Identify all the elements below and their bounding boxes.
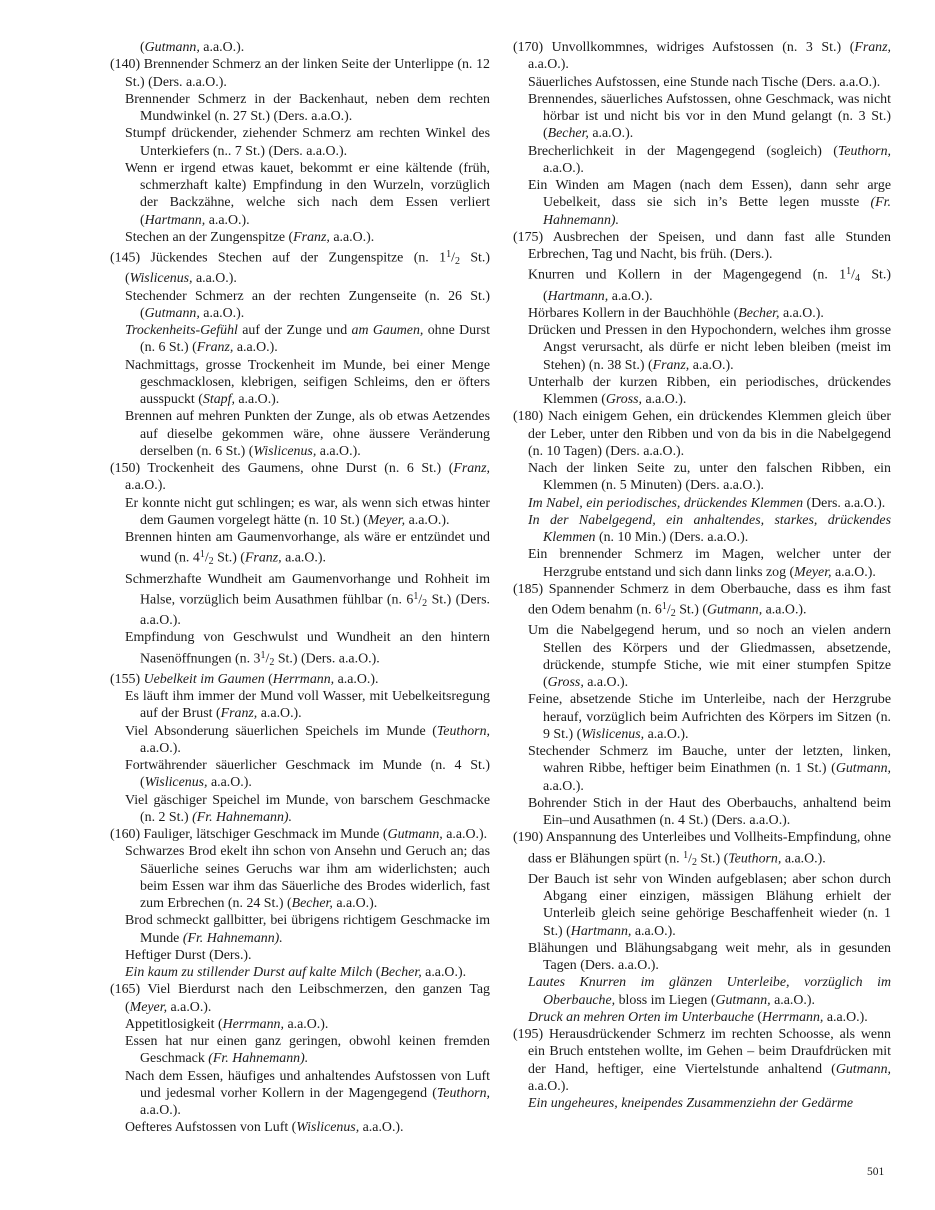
text-run: / [265,651,270,666]
text-run: a.a.O.). [781,851,826,866]
symptom-entry [110,495,490,530]
text-run: Becher, [380,965,422,980]
text-run: Franz, [196,340,234,356]
right-column [513,39,891,1112]
text-run: (145) Jückendes Stechen auf der Zungenspitze (n. 1 [110,250,447,266]
text-run: ohne Durst (n. 6 St.) ( [140,323,490,356]
text-run: Blähungen und Blähungsabgang weit mehr, als in gesunden Tagen (Ders. a.a.O.). [528,940,891,973]
text-run: a.a.O.). [316,443,361,459]
text-run: a.a.O.). [359,1120,404,1136]
text-run: Der Bauch ist sehr von Winden aufgeblasen; aber schon durch Abgang einer einzigen, mässigen Blähung erhielt der Unterleib gleich seine gehörige Beschaffenheit wieder (n. 1 St.) ( [528,871,891,939]
symptom-entry [513,305,891,322]
text-run: a.a.O.). [199,305,245,321]
symptom-entry [513,263,891,305]
text-run: 1 [413,590,419,602]
text-run: a.a.O.). [779,305,824,321]
text-run: Stechender Schmerz im Bauche, unter der letzten, linken, wahren Ribbe, heftiger beim Einathmen (n. 1 St.) ( [528,744,891,777]
symptom-entry [110,1033,490,1068]
text-run: Nachmittags, grosse Trockenheit im Munde, bei einer Menge geschmacklosen, klebrigen, seifigen Schleims, den er öfters ausspuckt ( [125,357,490,407]
text-run: (175) Ausbrechen der Speisen, und dann fast alle Stunden Erbrechen, Tag und Nacht, bis früh. (Ders.). [513,229,891,262]
symptom-entry [110,723,490,758]
text-run: St.) (Ders. a.a.O.). [140,592,490,628]
text-run: Franz, [244,550,282,566]
text-run: (185) Spannender Schmerz in dem Oberbauche, dass es ihm fast den Odem benahm (n. 6 [513,581,891,618]
text-run: am Gaumen, [351,323,424,338]
text-run: Stapf, [202,392,235,407]
text-run: Teuthorn, [436,1085,490,1101]
text-run: Franz, [220,706,258,722]
symptom-entry [513,322,891,374]
text-run: St.) ( [543,267,892,304]
text-run: / [851,267,855,283]
text-run: Säuerliches Aufstossen, eine Stunde nach Tische (Ders. a.a.O.). [528,74,881,90]
text-run: Becher, [291,896,333,911]
text-run: St.) ( [696,851,729,866]
text-run: Wislicenus, [129,271,193,287]
symptom-entry [513,974,891,1009]
text-run: / [418,592,423,608]
symptom-entry [513,691,891,743]
text-run: Franz, [293,229,330,245]
numbered-entry [513,581,891,623]
text-run: 2 [208,556,214,568]
text-run: a.a.O.). [405,512,450,528]
symptom-entry [110,1016,490,1033]
symptom-entry [513,546,891,581]
text-run: (Fr. Hahnemann). [192,809,293,825]
text-run: Ein kaum zu stillender Durst auf kalte Milch [125,965,373,980]
text-run: Essen hat nur einen ganz geringen, obwohl keinen fremden Geschmack [125,1034,490,1067]
text-run: a.a.O.). [770,992,815,1008]
text-run: a.a.O.). [588,126,634,142]
text-run: (165) Viel Bierdurst nach den Leibschmerzen, den ganzen Tag ( [110,982,490,1015]
text-run: Uebelkeit im Gaumen [143,671,265,687]
symptom-entry [110,571,490,630]
text-run: (160) Fauliger, lätschiger Geschmack im Munde ( [110,827,388,842]
text-run: (155) [110,671,144,687]
numbered-entry [513,1026,891,1095]
numbered-entry [110,246,490,288]
text-run: a.a.O.). [140,740,181,756]
text-run: a.a.O.). [199,40,245,55]
text-run: St.) ( [213,550,245,566]
text-run: St.) (Ders. a.a.O.). [274,651,380,666]
numbered-entry [513,408,891,460]
text-run: Im Nabel, ein periodisches, drückendes Klemmen [528,495,804,511]
text-run: a.a.O.). [528,57,569,73]
text-run: a.a.O.). [421,965,467,980]
numbered-entry [110,671,490,688]
text-run: (Fr. Hahnemann). [208,1051,309,1067]
symptom-entry [513,622,891,691]
text-run: Viel Absonderung säuerlichen Speichels im Munde ( [125,723,437,739]
text-run: Herrmann, [272,671,335,687]
symptom-entry [110,39,490,56]
text-run: ( [372,965,381,980]
text-run: Hartmann, [144,212,206,228]
text-run: ( [140,40,145,55]
text-run: 2 [422,597,428,609]
text-run: Nach dem Essen, häufiges und anhaltendes Aufstossen von Luft und jedesmal vorher Kollern in der Magengegend ( [125,1068,490,1101]
text-run: Becher, [738,305,780,321]
text-run: Franz, [854,40,891,55]
text-run: Wislicenus, [144,775,208,791]
text-run: Trockenheits-Gefühl [125,323,238,338]
text-run: Wislicenus, [581,726,645,742]
numbered-entry [110,460,490,495]
text-run: Wislicenus, [296,1120,360,1136]
text-run: Herrmann, [762,1009,824,1025]
text-run: Wenn er irgend etwas kauet, bekommt er eine kältende (früh, schmerzhaft kalte) Empfindung in den Wurzeln, vorzüglich der Backzähne, welche sich nach dem Essen verliert ( [125,160,490,228]
symptom-entry [110,843,490,912]
text-run: Fortwährender säuerlicher Geschmack im Munde (n. 4 St.) ( [125,758,490,791]
text-run: Nach der linken Seite zu, unter den falschen Ribben, ein Klemmen (n. 5 Minuten) (Ders. a.a.O.). [528,461,891,494]
text-run: (140) Brennender Schmerz an der linken Seite der Unterlippe (n. 12 St.) (Ders. a.a.O.). [110,57,490,90]
symptom-entry [513,74,891,91]
symptom-entry [110,357,490,409]
numbered-entry [110,981,490,1016]
symptom-entry [513,460,891,495]
text-run: Schmerzhafte Wundheit am Gaumenvorhange und Rohheit im Halse, vorzüglich beim Ausathmen fühlbar (n. 6 [125,571,490,608]
text-run: / [666,602,671,618]
text-run: (180) Nach einigem Gehen, ein drückendes Klemmen gleich über der Leber, unter den Ribben und von da bis in die Nabelgegend (n. 10 Tagen) (Ders. a.a.O.). [513,409,891,459]
symptom-entry [513,940,891,975]
text-run: Gutmann, [835,761,891,777]
text-run: Hartmann, [547,288,609,304]
symptom-entry [513,177,891,229]
text-run: a.a.O.). [334,671,379,687]
text-run: Brod schmeckt gallbitter, bei übrigens richtigem Geschmacke im Munde [125,913,490,946]
text-run: Brennen auf mehren Punkten der Zunge, als ob etwas Aetzendes auf dieselbe gekommen wäre, ohne äussere Veränderung derselben (n. 6 St.) ( [125,409,490,459]
text-run: Gross, [605,392,643,407]
symptom-entry [110,757,490,792]
symptom-entry [513,743,891,795]
text-run: a.a.O.). [281,550,326,566]
text-run: Drücken und Pressen in den Hypochondern, welches ihm grosse Angst verursacht, als dürfe er nicht leben bleiben (meist im Stehen) (n. 38 St.) ( [528,323,891,373]
symptom-entry [110,408,490,460]
text-run: (Fr. Hahnemann). [182,930,283,946]
text-run: Stumpf drückender, ziehender Schmerz am rechten Winkel des Unterkiefers (n.. 7 St.) (Ders. a.a.O.). [125,126,490,159]
symptom-entry [110,322,490,357]
text-run: Meyer, [794,564,832,580]
text-run: a.a.O.). [543,778,584,794]
text-run: Es läuft ihm immer der Mund voll Wasser, mit Uebelkeitsregung auf der Brust ( [125,689,490,722]
text-run: Ein Winden am Magen (nach dem Essen), dann sehr arge Uebelkeit, dass sie sich in’s Bette legen musste [528,178,891,211]
text-run: a.a.O.). [831,564,876,580]
text-run: Franz, [652,357,690,373]
text-run: Unterhalb der kurzen Ribben, ein periodisches, drückendes Klemmen ( [528,374,891,407]
text-run: a.a.O.). [205,212,250,228]
text-run: a.a.O.). [543,160,584,176]
text-run: a.a.O.). [283,1016,329,1032]
text-run: Teuthorn, [436,723,490,739]
text-run: a.a.O.). [192,271,237,287]
text-run: a.a.O.). [329,229,375,245]
text-run: (Ders. a.a.O.). [803,495,886,511]
symptom-entry [110,1119,490,1136]
text-run: 1 [199,549,205,561]
text-run: (195) Herausdrückender Schmerz im rechten Schoosse, als wenn ein Bruch entstehen wollte, im Gehen – beim Draufdrücken mit der Hand, heftiger, eine Viertelstunde anhaltend ( [513,1027,891,1077]
text-run: Appetitlosigkeit ( [125,1016,223,1032]
text-run: Ein brennender Schmerz im Magen, welcher unter der Herzgrube entstand und sich dann links zog ( [528,547,891,580]
text-run: (150) Trockenheit des Gaumens, ohne Durst (n. 6 St.) ( [110,461,454,476]
text-run: a.a.O.). [332,896,378,911]
text-run: a.a.O.). [167,999,212,1015]
text-run: a.a.O.). [583,675,629,690]
symptom-entry [513,512,891,547]
text-run: a.a.O.). [257,706,302,722]
text-run: In der Nabelgegend, ein anhaltendes, starkes, drückendes Klemmen [528,512,891,545]
text-run: / [204,550,209,566]
page-number: 501 [867,1166,885,1178]
text-run: (190) Anspannung des Unterleibes und Vollheits-Empfindung, ohne dass er Blähungen spürt (n. [513,830,891,866]
text-run: 1 [446,249,452,260]
symptom-entry [513,1095,891,1112]
text-run: a.a.O.). [442,827,488,842]
text-run: Um die Nabelgegend herum, und so noch an vielen andern Stellen des Körpers und der Gliedmassen, absetzende, drückende, stumpfe Stiche, wie mit einer stumpfen Spitze ( [528,623,891,690]
text-run: bloss im Liegen ( [615,992,716,1008]
text-run: 2 [670,608,676,619]
text-run: Oefteres Aufstossen von Luft ( [125,1120,297,1136]
symptom-entry [513,871,891,940]
text-run: a.a.O.). [762,602,807,618]
text-run: 2 [454,256,460,267]
text-run: Teuthorn, [837,143,891,159]
symptom-entry [513,143,891,178]
text-run: Stechen an der Zungenspitze ( [125,229,294,245]
symptom-entry [110,160,490,229]
symptom-entry [513,374,891,409]
text-run: a.a.O.). [689,357,734,373]
left-column [110,39,490,1137]
text-run: Meyer, [129,999,168,1015]
text-run: Stechender Schmerz an der rechten Zungenseite (n. 26 St.) ( [125,288,490,321]
numbered-entry [513,229,891,264]
text-run: Druck an mehren Orten im Unterbauche [528,1009,754,1025]
text-run: a.a.O.). [207,775,252,791]
text-run: Gutmann, [144,40,200,55]
symptom-entry [110,792,490,827]
text-run: Er konnte nicht gut schlingen; es war, als wenn sich etwas hinter dem Gaumen vorgelegt hätte (n. 10 St.) ( [125,495,490,528]
text-run: 1 [683,849,689,861]
text-run: / [451,250,455,266]
text-run: Heftiger Durst (Ders.). [125,947,252,963]
symptom-entry [110,288,490,323]
text-run: Brecherlichkeit in der Magengegend (sogleich) ( [528,143,838,159]
text-run: 2 [691,856,697,868]
symptom-entry [513,1009,891,1026]
text-run: Meyer, [367,512,406,528]
text-run: Feine, absetzende Stiche im Unterleibe, nach der Herzgrube herauf, vorzüglich beim Aufrichten des Körpers im Sitzen (n. 9 St.) ( [528,692,891,742]
text-run: auf der Zunge und [237,323,352,338]
text-run: (170) Unvollkommnes, widriges Aufstossen (n. 3 St.) ( [513,40,855,55]
text-run: Lautes Knurren im glänzen Unterleibe, vorzüglich im Oberbauche, [528,975,891,1008]
text-run: St.) ( [125,250,491,287]
symptom-entry [110,912,490,947]
text-run: 1 [661,601,667,612]
text-run: ( [753,1009,763,1025]
numbered-entry [513,829,891,871]
text-run: Gutmann, [706,602,763,618]
text-run: Bohrender Stich in der Haut des Oberbauchs, anhaltend beim Ein–und Ausathmen (n. 4 St.) (Ders. a.a.O.). [528,795,891,828]
text-run: Becher, [547,126,589,142]
text-run: Viel gäschiger Speichel im Munde, von barschem Geschmacke (n. 2 St.) [125,792,490,825]
symptom-entry [110,1068,490,1120]
symptom-entry [513,91,891,143]
numbered-entry [110,826,490,843]
numbered-entry [110,56,490,91]
symptom-entry [110,229,490,246]
text-run: Franz, [453,461,490,476]
text-run: Empfindung von Geschwulst und Wundheit an den hintern Nasenöffnungen (n. 3 [125,630,490,666]
text-run: Ein ungeheures, kneipendes Zusammenziehn der Gedärme [528,1096,854,1111]
text-run: Gutmann, [715,992,771,1008]
text-run: a.a.O.). [631,923,676,939]
text-run: Brennendes, säuerliches Aufstossen, ohne Geschmack, was nicht hörbar ist und nicht bis vor in den Mund gelangt (n. 3 St.) ( [528,91,891,142]
symptom-entry [110,947,490,964]
symptom-entry [513,795,891,830]
text-run: Herrmann, [222,1016,284,1032]
text-run: a.a.O.). [528,1078,569,1094]
text-run: 1 [846,266,852,278]
text-run: ( [264,671,273,687]
symptom-entry [110,125,490,160]
text-run: Schwarzes Brod ekelt ihn schon von Ansehn und Geruch an; das Säuerliche seines Geruchs war ihm am widerlichsten; auch beim Essen war ihm das Säuerliche des Brodes widerlich, fast zum Erbrechen (n. 24 St.) ( [125,844,490,911]
symptom-entry [110,91,490,126]
text-run: / [688,851,692,866]
text-run: Gutmann, [144,305,200,321]
text-run: Knurren und Kollern in der Magengegend (n. 1 [528,267,847,283]
text-run: 1 [260,649,266,661]
text-run: Gutmann, [387,827,443,842]
text-run: 2 [269,656,275,668]
text-run: a.a.O.). [644,726,689,742]
text-run: (Fr. Hahnemann). [543,195,891,228]
text-run: (n. 10 Min.) (Ders. a.a.O.). [595,530,749,545]
text-run: Wislicenus, [253,443,317,459]
symptom-entry [110,629,490,671]
text-run: Gross, [547,675,584,690]
text-run: a.a.O.). [125,478,166,494]
symptom-entry [110,964,490,981]
text-run: Hartmann, [570,923,632,939]
text-run: 4 [854,273,860,285]
symptom-entry [513,495,891,512]
text-run: a.a.O.). [642,392,687,407]
text-run: a.a.O.). [608,288,653,304]
text-run: Hörbares Kollern in der Bauchhöhle ( [528,305,739,321]
text-run: St.) ( [675,602,707,618]
text-run: Brennen hinten am Gaumenvorhange, als wäre er entzündet und wund (n. 4 [125,530,490,566]
symptom-entry [110,688,490,723]
text-run: Brennender Schmerz in der Backenhaut, neben dem rechten Mundwinkel (n. 27 St.) (Ders. a.a.O.). [125,91,490,124]
text-run: Gutmann, [835,1061,891,1077]
symptom-entry [110,529,490,571]
numbered-entry [513,39,891,74]
text-run: a.a.O.). [823,1009,868,1025]
text-run: a.a.O.). [233,340,278,356]
text-run: a.a.O.). [234,392,280,407]
text-run: Teuthorn, [728,851,782,866]
text-run: a.a.O.). [140,1103,181,1118]
